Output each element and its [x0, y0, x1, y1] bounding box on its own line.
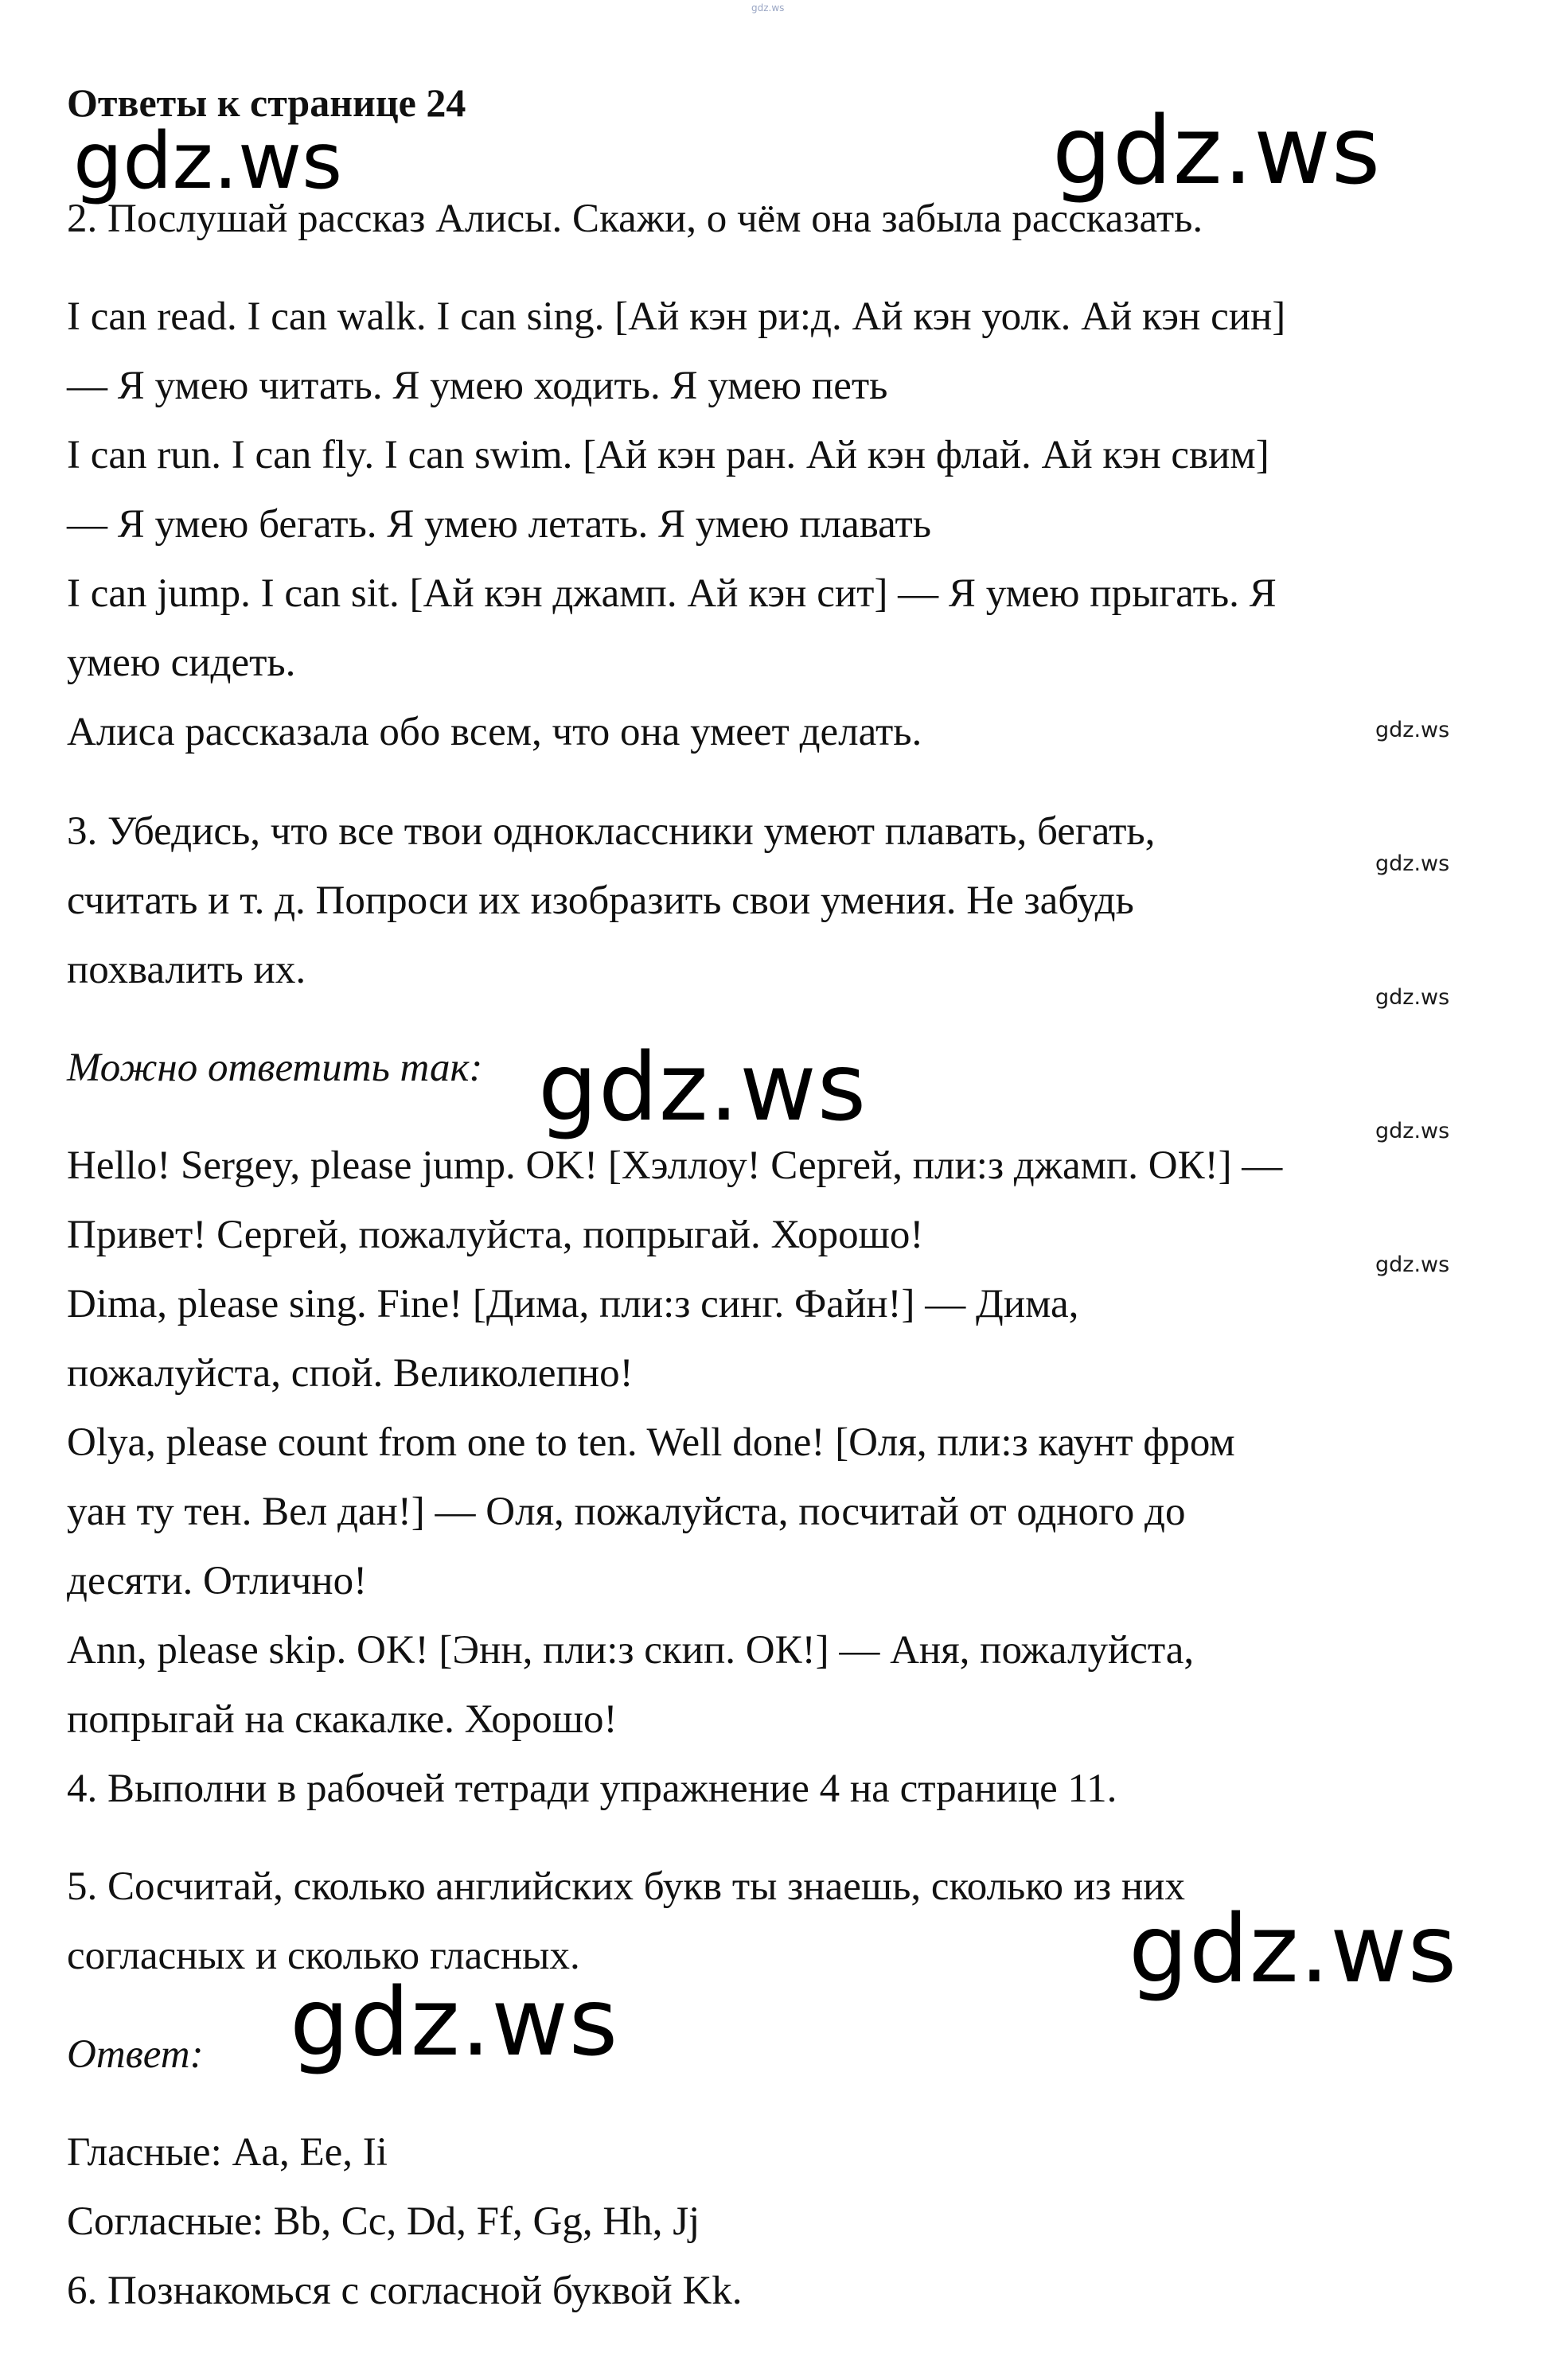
task-2-line: — Я умею читать. Я умею ходить. Я умею петь — [67, 364, 888, 408]
page-heading: Ответы к странице 24 — [67, 80, 466, 125]
task-3-answer — [67, 1132, 1484, 1755]
task-4 — [67, 1755, 1484, 1824]
task-2-answer — [67, 282, 1484, 767]
watermark-gdz: gdz.ws — [73, 116, 343, 207]
task-5-answer-label-block — [67, 2020, 1484, 2090]
task-3-line: Привет! Сергей, пожалуйста, попрыгай. Хорошо! — [67, 1213, 924, 1257]
task-2-line: Алиса рассказала обо всем, что она умеет делать. — [67, 710, 922, 754]
header-watermark: gdz.ws — [751, 2, 785, 14]
consonants-line: Согласные: Bb, Cc, Dd, Ff, Gg, Hh, Jj — [67, 2199, 700, 2244]
task-3-line: десяти. Отлично! — [67, 1559, 368, 1603]
watermark-gdz: gdz.ws — [1129, 1894, 1458, 2004]
task-3-line: уан ту тен. Вел дан!] — Оля, пожалуйста, посчитай от одного до — [67, 1490, 1186, 1534]
task-3-line: Olya, please count from one to ten. Well done! [Оля, пли:з каунт фром — [67, 1420, 1235, 1465]
task-2-line: — Я умею бегать. Я умею летать. Я умею плавать — [67, 502, 932, 547]
task-5-answer — [67, 2118, 1484, 2326]
task-3 — [67, 797, 1484, 1005]
watermark-gdz: gdz.ws — [290, 1967, 619, 2077]
watermark-small: gdz.ws — [1375, 718, 1450, 742]
task-2-line: I can run. I can fly. I can swim. [Ай кэн ран. Ай кэн флай. Ай кэн свим] — [67, 433, 1269, 477]
task-6-title: 6. Познакомься с согласной буквой Kk. — [67, 2269, 743, 2313]
task-3-line: Dima, please sing. Fine! [Дима, пли:з синг. Файн!] — Дима, — [67, 1282, 1079, 1326]
watermark-gdz: gdz.ws — [538, 1032, 868, 1142]
task-3-title-line: похвалить их. — [67, 948, 306, 992]
task-5-title-line: согласных и сколько гласных. — [67, 1934, 580, 1978]
vowels-line: Гласные: Aa, Ee, Ii — [67, 2130, 388, 2175]
watermark-gdz: gdz.ws — [1052, 95, 1382, 205]
task-2-line: I can jump. I can sit. [Ай кэн джамп. Ай кэн сит] — Я умею прыгать. Я — [67, 571, 1277, 616]
task-2-title: 2. Послушай рассказ Алисы. Скажи, о чём она забыла рассказать. — [67, 197, 1203, 241]
watermark-small: gdz.ws — [1375, 1119, 1450, 1143]
answer-label: Ответ: — [67, 2032, 204, 2077]
task-5-title-line: 5. Сосчитай, сколько английских букв ты знаешь, сколько из них — [67, 1864, 1185, 1909]
watermark-small: gdz.ws — [1375, 851, 1450, 876]
watermark-small: gdz.ws — [1375, 1252, 1450, 1277]
task-3-title-line: 3. Убедись, что все твои одноклассники умеют плавать, бегать, — [67, 809, 1156, 854]
task-3-title-line: считать и т. д. Попроси их изобразить свои умения. Не забудь — [67, 878, 1134, 923]
answer-intro: Можно ответить так: — [67, 1046, 483, 1090]
task-3-line: пожалуйста, спой. Великолепно! — [67, 1351, 634, 1396]
task-3-line: попрыгай на скакалке. Хорошо! — [67, 1697, 618, 1742]
task-3-line: Ann, please skip. OK! [Энн, пли:з скип. ОК!] — Аня, пожалуйста, — [67, 1628, 1195, 1673]
task-2-line: умею сидеть. — [67, 641, 296, 685]
task-2-line: I can read. I can walk. I can sing. [Ай кэн ри:д. Ай кэн уолк. Ай кэн син] — [67, 294, 1286, 339]
task-3-line: Hello! Sergey, please jump. OK! [Хэллоу! Сергей, пли:з джамп. ОК!] — — [67, 1143, 1283, 1188]
watermark-small: gdz.ws — [1375, 985, 1450, 1010]
task-4-title: 4. Выполни в рабочей тетради упражнение 4 на странице 11. — [67, 1766, 1117, 1811]
